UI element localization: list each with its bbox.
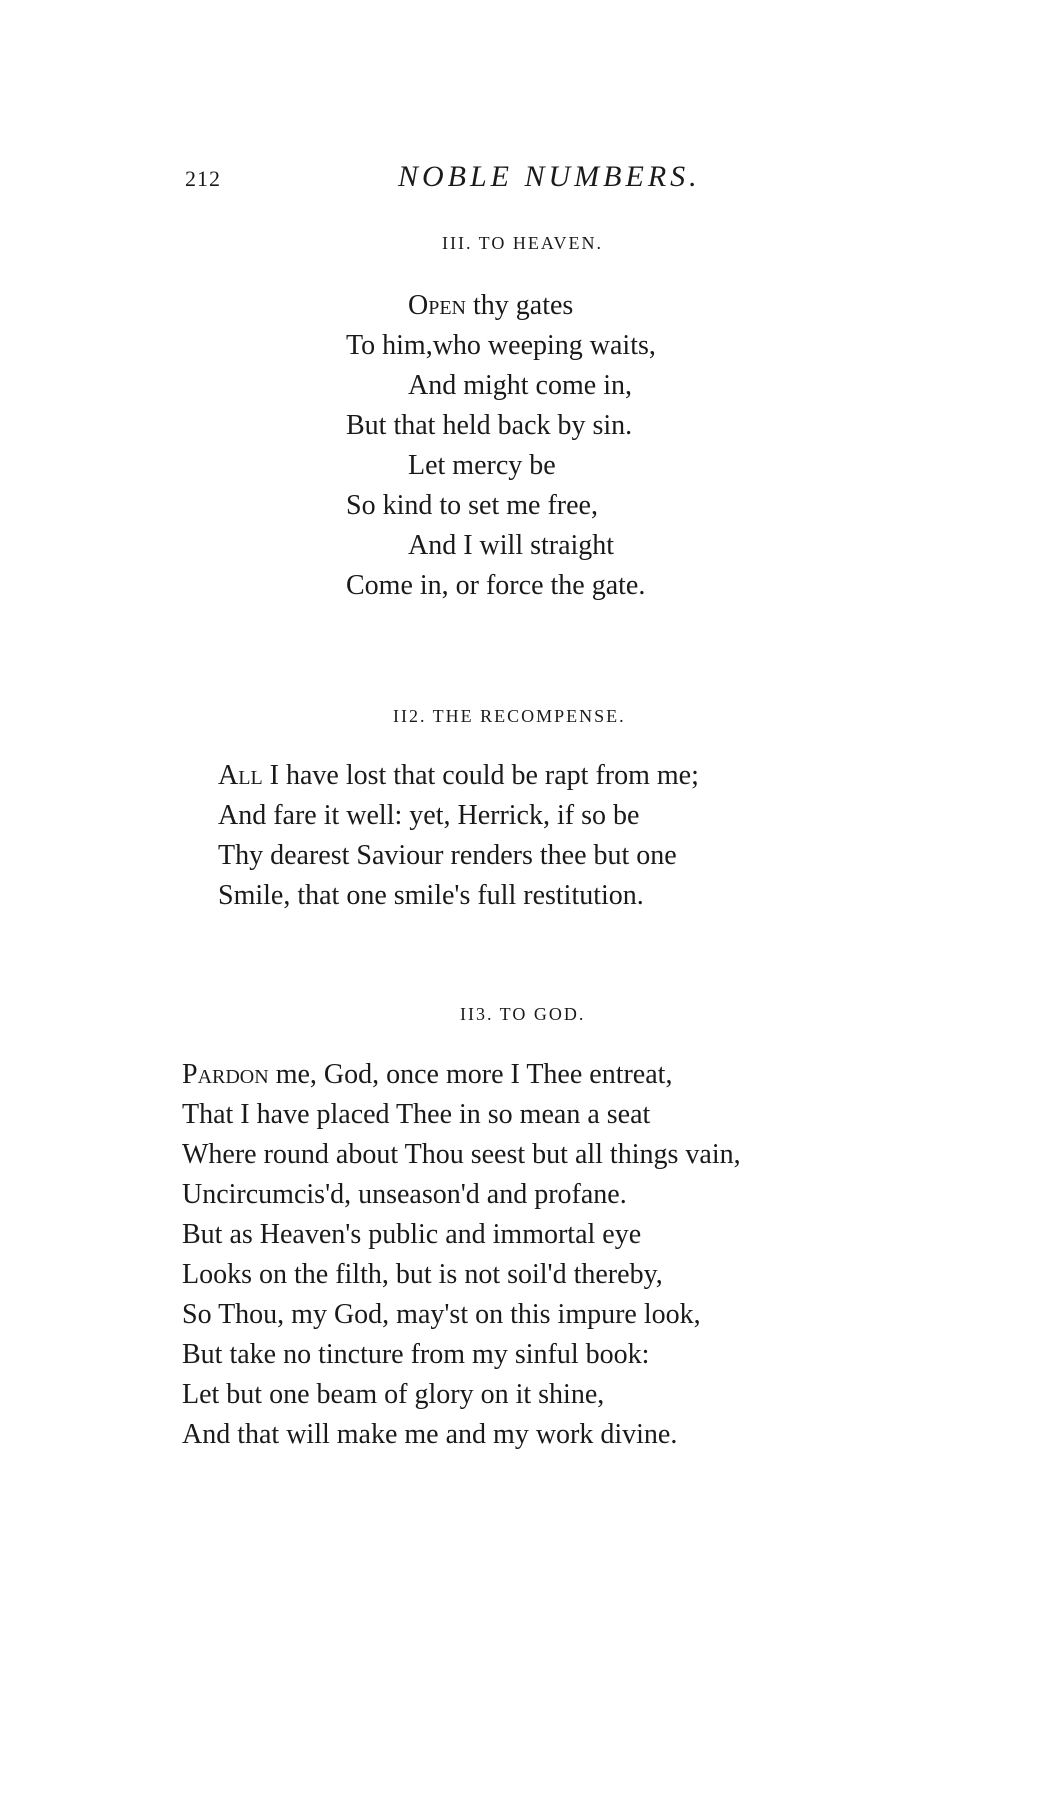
poem-line: So Thou, my God, may'st on this impure look, <box>182 1299 701 1330</box>
poem-line: But take no tincture from my sinful book: <box>182 1339 650 1370</box>
poem-line: Pardon me, God, once more I Thee entreat, <box>182 1059 673 1090</box>
running-title: NOBLE NUMBERS. <box>398 160 701 193</box>
poem-line: Open thy gates <box>408 290 574 321</box>
poem-line: Let but one beam of glory on it shine, <box>182 1379 605 1410</box>
poem-line: But as Heaven's public and immortal eye <box>182 1219 642 1250</box>
poem-line: Looks on the filth, but is not soil'd thereby, <box>182 1259 663 1290</box>
poem-line: And that will make me and my work divine. <box>182 1419 678 1450</box>
poem-line: Thy dearest Saviour renders thee but one <box>218 840 677 871</box>
page-number: 212 <box>185 166 221 191</box>
poem-line: To him,who weeping waits, <box>346 330 656 361</box>
poem-the-recompense <box>218 756 699 916</box>
poem-line: Uncircumcis'd, unseason'd and profane. <box>182 1179 627 1210</box>
poem-line: So kind to set me free, <box>346 490 598 521</box>
poem-line: Come in, or force the gate. <box>346 570 646 601</box>
poem-line: That I have placed Thee in so mean a seat <box>182 1099 651 1130</box>
poem-line: Where round about Thou seest but all things vain, <box>182 1139 741 1170</box>
poem-heading-the-recompense: II2. THE RECOMPENSE. <box>393 706 626 726</box>
poem-line: Let mercy be <box>408 450 556 481</box>
poem-line: But that held back by sin. <box>346 410 633 441</box>
poem-to-heaven <box>346 286 656 606</box>
poem-heading-to-heaven: III. TO HEAVEN. <box>442 233 603 253</box>
poem-line: All I have lost that could be rapt from me; <box>218 760 699 791</box>
poem-line: And I will straight <box>408 530 615 561</box>
poem-heading-to-god: II3. TO GOD. <box>460 1004 586 1024</box>
poem-line: Smile, that one smile's full restitution. <box>218 880 644 911</box>
poem-line: And might come in, <box>408 370 632 401</box>
poem-to-god <box>182 1055 741 1455</box>
poem-line: And fare it well: yet, Herrick, if so be <box>218 800 640 831</box>
